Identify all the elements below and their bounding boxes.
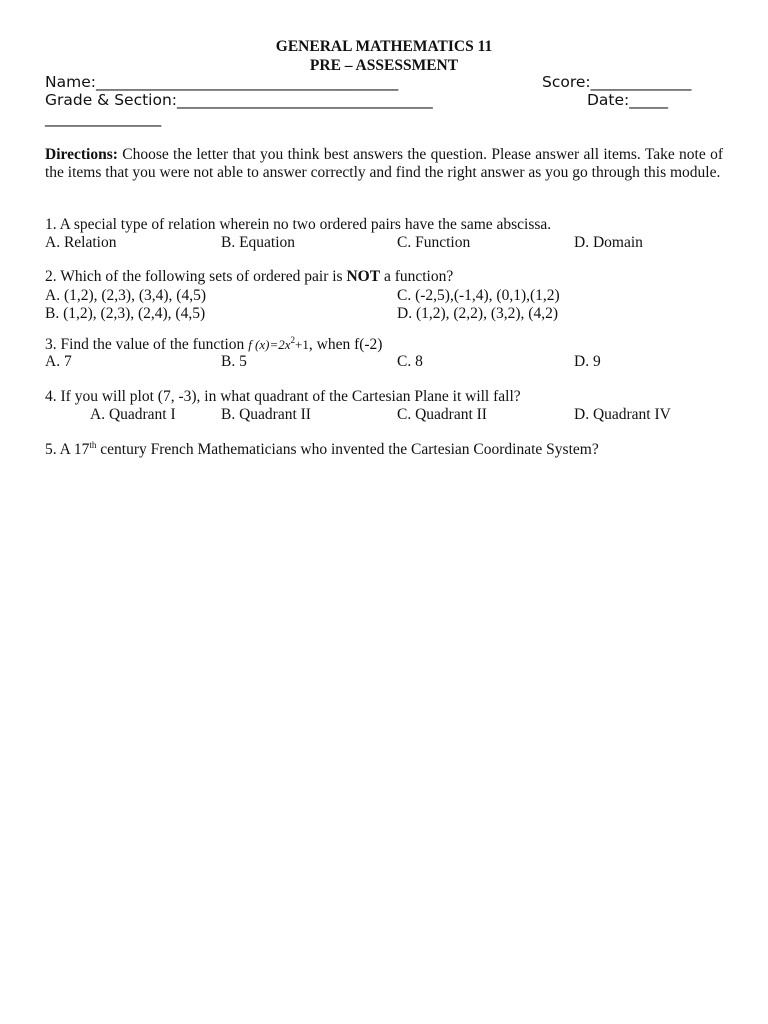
question-1: 1. A special type of relation wherein no two ordered pairs have the same abscissa.: [45, 216, 552, 233]
q2-choice-a: A. (1,2), (2,3), (3,4), (4,5): [45, 287, 206, 304]
q3-choice-c: C. 8: [397, 353, 423, 370]
directions-text: Choose the letter that you think best answers the question. Please answer all items. Take note of the items that you were not able to answer correctly and find the right answer as you go through this module.: [45, 146, 723, 181]
q2-text-pre: 2. Which of the following sets of ordered pair is: [45, 268, 347, 285]
q3-text-pre: 3. Find the value of the function: [45, 336, 249, 353]
page-title: GENERAL MATHEMATICS 11: [275, 38, 493, 55]
q1-choice-d: D. Domain: [574, 234, 643, 251]
q3-choice-b: B. 5: [221, 353, 247, 370]
q4-choice-c: C. Quadrant II: [397, 406, 487, 423]
directions-label: Directions:: [45, 146, 118, 163]
q2-choice-b: B. (1,2), (2,3), (2,4), (4,5): [45, 305, 206, 322]
question-3: [45, 336, 382, 354]
score-field: Score:_____________: [542, 73, 692, 91]
grade-section-field: Grade & Section:_________________________________: [45, 91, 433, 109]
q1-choice-b: B. Equation: [221, 234, 296, 251]
q5-text-pre: 5. A 17: [45, 441, 90, 458]
q3-formula: [248, 337, 309, 352]
q3-choice-a: A. 7: [45, 353, 72, 370]
q3-formula-exponent: 2: [290, 335, 296, 345]
q4-choice-b: B. Quadrant II: [221, 406, 311, 423]
q3-formula-main: f (x)=2x: [248, 337, 291, 352]
date-field-continuation: _______________: [45, 109, 162, 127]
name-field: Name:_______________________________________: [45, 73, 399, 91]
page-subtitle: PRE – ASSESSMENT: [309, 57, 459, 74]
q3-formula-end: +1: [295, 337, 309, 352]
q4-choice-d: D. Quadrant IV: [574, 406, 671, 423]
q2-text-bold: NOT: [346, 268, 381, 285]
q3-choice-d: D. 9: [574, 353, 601, 370]
q2-choice-c: C. (-2,5),(-1,4), (0,1),(1,2): [397, 287, 560, 304]
q5-text-post: century French Mathematicians who invented the Cartesian Coordinate System?: [96, 441, 599, 458]
question-4: 4. If you will plot (7, -3), in what quadrant of the Cartesian Plane it will fall?: [45, 388, 521, 405]
q1-choice-c: C. Function: [397, 234, 471, 251]
q2-choice-d: D. (1,2), (2,2), (3,2), (4,2): [397, 305, 558, 322]
q1-choice-a: A. Relation: [45, 234, 117, 251]
directions-paragraph: [45, 146, 723, 182]
question-2: [45, 268, 453, 286]
question-5: [45, 441, 599, 459]
date-field: Date:_____: [587, 91, 669, 109]
q2-text-post: a function?: [380, 268, 454, 285]
q5-superscript: th: [89, 440, 97, 450]
q4-choice-a: A. Quadrant I: [90, 406, 176, 423]
q3-text-post: , when f(-2): [308, 336, 383, 353]
